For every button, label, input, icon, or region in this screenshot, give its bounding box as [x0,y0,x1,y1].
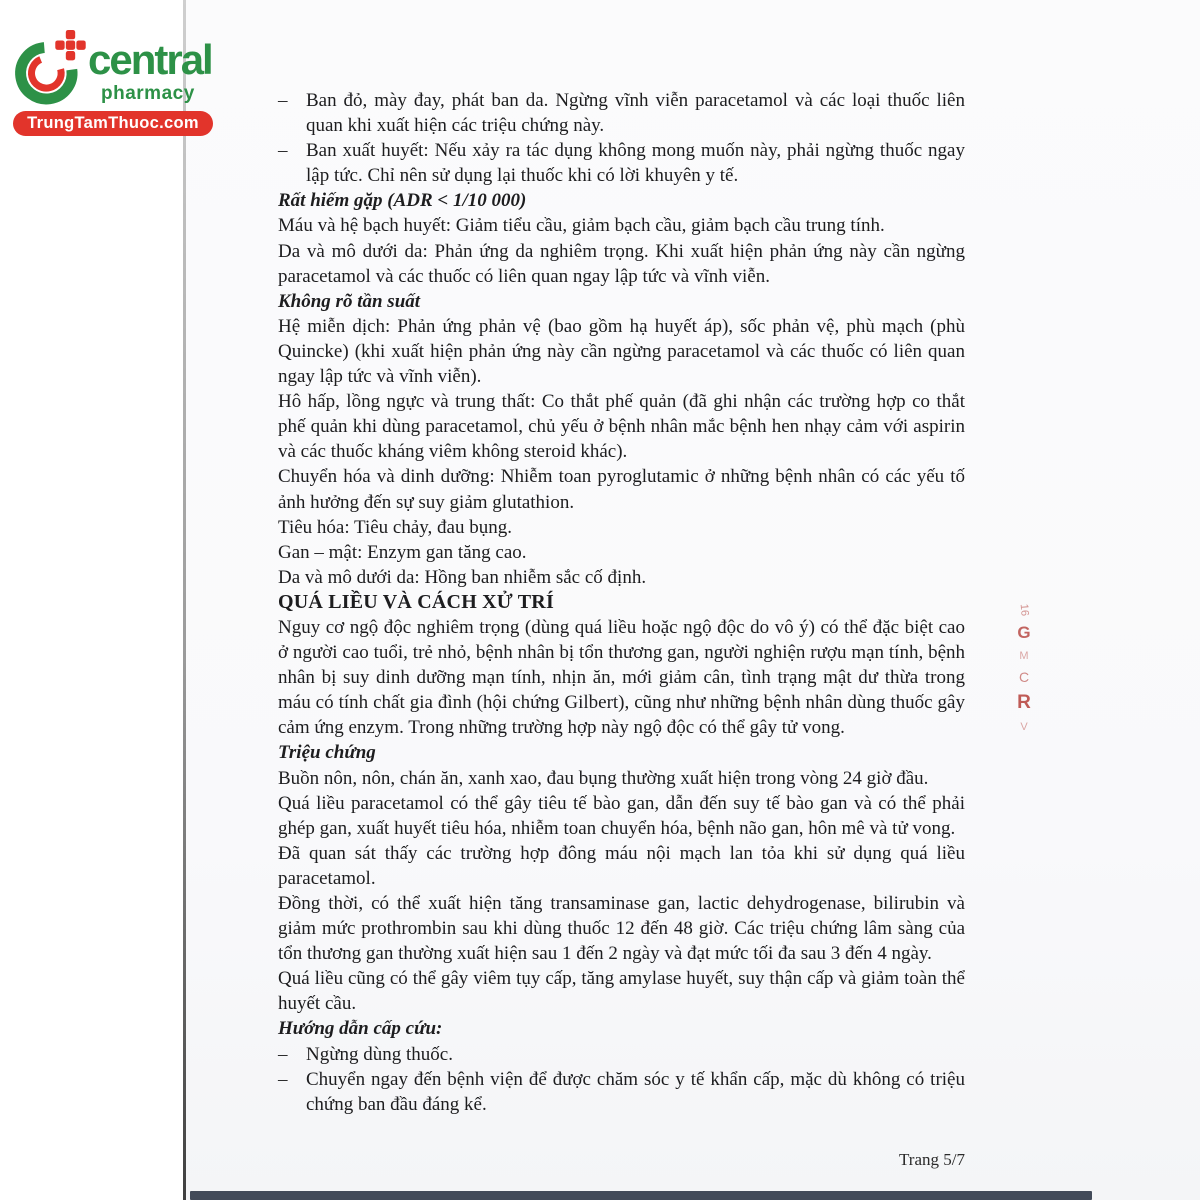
stamp-glyph: R [1017,692,1031,713]
section-heading: Không rõ tần suất [278,290,421,312]
bullet-item [278,1067,965,1117]
paragraph: Quá liều paracetamol có thể gây tiêu tế bào gan, dẫn đến suy tế bào gan và có thể phải ghép gan, xuất huyết tiêu hóa, nhiễm toan chuyển hóa, bệnh não gan, hôn mê và tử vong. [278,792,965,839]
bullet-dash: – [278,1068,288,1090]
bullet-dash: – [278,1043,288,1065]
paragraph: Máu và hệ bạch huyết: Giảm tiểu cầu, giảm bạch cầu, giảm bạch cầu trung tính. [278,215,885,237]
paragraph: Quá liều cũng có thể gây viêm tụy cấp, tăng amylase huyết, suy thận cấp và giảm toàn thể huyết cầu. [278,968,965,1015]
bullet-text: Ban đỏ, mày đay, phát ban da. Ngừng vĩnh viễn paracetamol và các loại thuốc liên quan khi xuất hiện các triệu chứng này. [306,90,965,137]
bullet-item [278,138,965,188]
document-content [278,88,965,1117]
paragraph: Tiêu hóa: Tiêu chảy, đau bụng. [278,516,512,538]
paragraph: Chuyển hóa và dinh dưỡng: Nhiễm toan pyroglutamic ở những bệnh nhân có các yếu tố ảnh hưởng đến sự suy giảm glutathion. [278,466,965,513]
bullet-dash: – [278,140,288,162]
bullet-text: Ban xuất huyết: Nếu xảy ra tác dụng không mong muốn này, phải ngừng thuốc ngay lập tức. Chỉ nên sử dụng lại thuốc khi có lời khuyên y tế. [306,140,965,187]
central-pharmacy-logo [0,0,230,150]
paragraph: Da và mô dưới da: Hồng ban nhiễm sắc cố định. [278,566,647,588]
bullet-item [278,88,965,138]
logo-website-badge: TrungTamThuoc.com [13,111,213,136]
bullet-text: Ngừng dùng thuốc. [306,1043,453,1065]
page-left-scan-edge [183,0,186,1200]
side-stamp-fragment [1010,604,1038,733]
page-number: Trang 5/7 [899,1150,965,1169]
paragraph: Hô hấp, lồng ngực và trung thất: Co thắt phế quản (đã ghi nhận các trường hợp co thắt phế quản khi dùng paracetamol, chủ yếu ở bệnh nhân mắc bệnh hen nhạy cảm với aspirin và các thuốc kháng viêm không steroid khác). [278,391,965,463]
paragraph: Hệ miễn dịch: Phản ứng phản vệ (bao gồm hạ huyết áp), sốc phản vệ, phù mạch (phù Quincke) (khi xuất hiện phản ứng này cần ngừng paracetamol và các thuốc có liên quan ngay lập tức và vĩnh viễn). [278,315,965,388]
logo-brand-text: central [88,36,212,83]
central-pharmacy-icon [12,28,90,106]
paragraph: Đã quan sát thấy các trường hợp đông máu nội mạch lan tỏa khi sử dụng quá liều paracetamol. [278,842,965,889]
paragraph: Gan – mật: Enzym gan tăng cao. [278,541,527,563]
paragraph: Da và mô dưới da: Phản ứng da nghiêm trọng. Khi xuất hiện phản ứng này cần ngừng paracetamol và các thuốc có liên quan ngay lập tức và vĩnh viễn. [278,240,965,287]
plus-icon [55,30,85,60]
logo-sub-text: pharmacy [101,83,195,104]
bullet-text: Chuyển ngay đến bệnh viện để được chăm sóc y tế khẩn cấp, mặc dù không có triệu chứng ban đầu đáng kể. [306,1068,965,1115]
paragraph: Buồn nôn, nôn, chán ăn, xanh xao, đau bụng thường xuất hiện trong vòng 24 giờ đầu. [278,767,929,789]
stamp-glyph: M [1019,650,1029,662]
stamp-glyph: G [1017,623,1031,642]
stamp-glyph: V [1020,721,1028,733]
bullet-item [278,1042,965,1067]
scan-edge-bar [190,1191,1092,1200]
paragraph: Đồng thời, có thể xuất hiện tăng transaminase gan, lactic dehydrogenase, bilirubin và giảm mức prothrombin sau khi dùng thuốc 12 đến 48 giờ. Các triệu chứng lâm sàng của tổn thương gan thường xuất hiện sau 1 đến 2 ngày và đạt mức tối đa sau 3 đến 4 ngày. [278,893,965,965]
stamp-glyph: C [1018,669,1030,685]
section-heading: Triệu chứng [278,742,376,764]
section-heading: Hướng dẫn cấp cứu: [278,1018,443,1040]
stamp-glyph: 16 [1017,603,1031,617]
bullet-dash: – [278,90,288,111]
section-heading: Rất hiếm gặp (ADR < 1/10 000) [278,190,527,212]
paragraph: Nguy cơ ngộ độc nghiêm trọng (dùng quá liều hoặc ngộ độc do vô ý) có thể đặc biệt cao ở người cao tuổi, trẻ nhỏ, bệnh nhân bị tổn thương gan, người nghiện rượu mạn tính, bệnh nhân bị suy dinh dưỡng mạn tính, nhịn ăn, mới giảm cân, tình trạng mật dư thừa trong máu có tính chất gia đình (hội chứng Gilbert), cũng như những bệnh nhân dùng thuốc gây cảm ứng enzym. Trong những trường hợp này ngộ độc có thể gây tử vong. [278,616,965,739]
section-heading-caps: QUÁ LIỀU VÀ CÁCH XỬ TRÍ [278,590,554,613]
